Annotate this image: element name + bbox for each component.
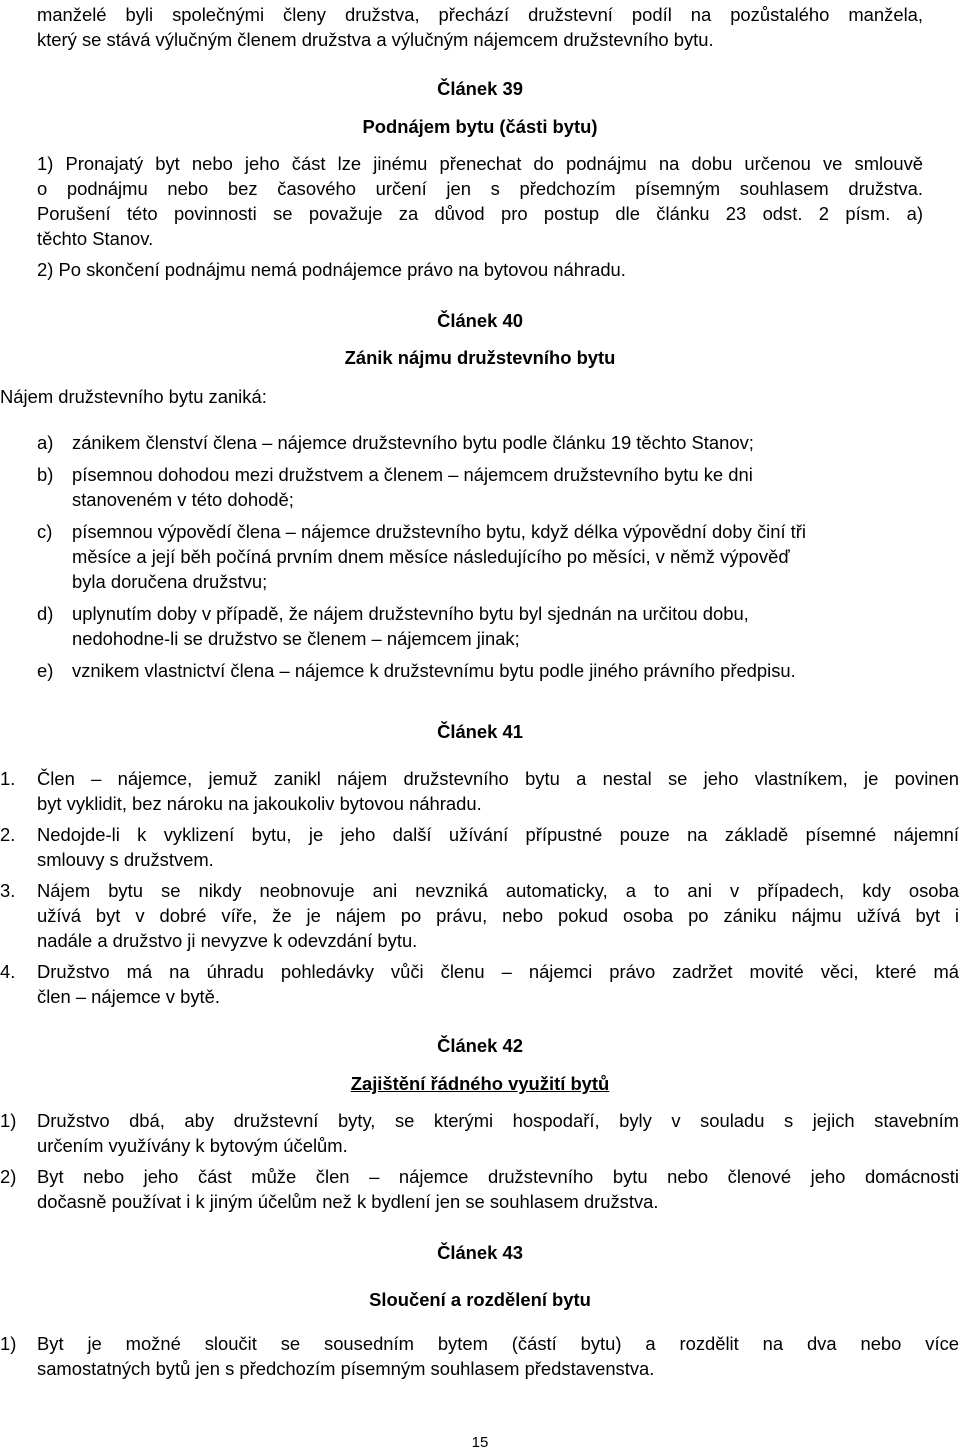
text-line: 2) Po skončení podnájmu nemá podnájemce právo na bytovou náhradu. xyxy=(37,259,626,280)
text-line: Porušení této povinnosti se považuje za důvod pro postup dle článku 23 odst. 2 písm. a) xyxy=(37,203,923,224)
list-item-text: dočasně používat i k jiným účelům než k bydlení jen se souhlasem družstva. xyxy=(37,1191,659,1212)
list-item-text: Nájem bytu se nikdy neobnovuje ani nevzniká automaticky, a to ani v případech, kdy osoba xyxy=(37,880,959,901)
list-item-text: Družstvo má na úhradu pohledávky vůči členu – nájemci právo zadržet movité věci, které má xyxy=(37,961,959,982)
list-label: 1. xyxy=(0,768,16,789)
list-label: b) xyxy=(37,464,54,485)
article-subheading: Podnájem bytu (části bytu) xyxy=(362,116,598,137)
text-line: 1) Pronajatý byt nebo jeho část lze jinému přenechat do podnájmu na dobu určenou ve smlouvě xyxy=(37,153,923,174)
list-item-text: písemnou výpovědí člena – nájemce družstevního bytu, když délka výpovědní doby činí tři xyxy=(72,521,806,542)
list-item-text: Byt nebo jeho část může člen – nájemce družstevního bytu nebo členové jeho domácnosti xyxy=(37,1166,959,1187)
list-item-text: měsíce a její běh počíná prvním dnem měsíce následujícího po měsíci, v němž výpověď xyxy=(72,546,790,567)
list-item-text: člen – nájemce v bytě. xyxy=(37,986,220,1007)
text-line: o podnájmu nebo bez časového určení jen s předchozím písemným souhlasem družstva. xyxy=(37,178,923,199)
list-item-text: byt vyklidit, bez nároku na jakoukoliv bytovou náhradu. xyxy=(37,793,482,814)
article-subheading: Zánik nájmu družstevního bytu xyxy=(344,347,616,368)
list-label: 4. xyxy=(0,961,16,982)
list-label: e) xyxy=(37,660,54,681)
list-item-text: Člen – nájemce, jemuž zanikl nájem družstevního bytu a nestal se jeho vlastníkem, je povinen xyxy=(37,768,959,789)
list-label: 3. xyxy=(0,880,16,901)
list-item-text: zánikem členství člena – nájemce družstevního bytu podle článku 19 těchto Stanov; xyxy=(72,432,754,453)
intro-text: Nájem družstevního bytu zaniká: xyxy=(0,386,267,407)
article-heading: Článek 43 xyxy=(437,1242,523,1263)
list-item-text: písemnou dohodou mezi družstvem a členem – nájemcem družstevního bytu ke dni xyxy=(72,464,753,485)
list-item-text: určením využívány k bytovým účelům. xyxy=(37,1135,348,1156)
article-subheading: Zajištění řádného využití bytů xyxy=(350,1073,610,1094)
list-item-text: byla doručena družstvu; xyxy=(72,571,268,592)
list-item-text: nedohodne-li se družstvo se členem – nájemcem jinak; xyxy=(72,628,520,649)
text-line: manželé byli společnými členy družstva, přechází družstevní podíl na pozůstalého manžela, xyxy=(37,4,923,25)
article-subheading: Sloučení a rozdělení bytu xyxy=(369,1289,591,1310)
list-item-text: smlouvy s družstvem. xyxy=(37,849,214,870)
list-label: a) xyxy=(37,432,54,453)
list-item-text: uplynutím doby v případě, že nájem družstevního bytu byl sjednán na určitou dobu, xyxy=(72,603,749,624)
list-item-text: Byt je možné sloučit se sousedním bytem (částí bytu) a rozdělit na dva nebo více xyxy=(37,1333,959,1354)
list-label: 1) xyxy=(0,1110,17,1131)
article-heading: Článek 41 xyxy=(437,721,523,742)
page-number: 15 xyxy=(471,1434,489,1451)
list-label: 1) xyxy=(0,1333,17,1354)
list-item-text: vznikem vlastnictví člena – nájemce k družstevnímu bytu podle jiného právního předpisu. xyxy=(72,660,796,681)
text-line: který se stává výlučným členem družstva a výlučným nájemcem družstevního bytu. xyxy=(37,29,714,50)
article-heading: Článek 40 xyxy=(437,310,523,331)
article-heading: Článek 42 xyxy=(437,1035,523,1056)
list-item-text: Družstvo dbá, aby družstevní byty, se kterými hospodaří, byly v souladu s jejich stavebním xyxy=(37,1110,959,1131)
list-label: d) xyxy=(37,603,54,624)
article-heading: Článek 39 xyxy=(437,78,523,99)
list-item-text: samostatných bytů jen s předchozím písemným souhlasem představenstva. xyxy=(37,1358,655,1379)
list-item-text: Nedojde-li k vyklizení bytu, je jeho další užívání přípustné pouze na základě písemné nájemní xyxy=(37,824,959,845)
list-item-text: nadále a družstvo ji nevyzve k odevzdání bytu. xyxy=(37,930,418,951)
list-label: 2) xyxy=(0,1166,17,1187)
list-label: c) xyxy=(37,521,53,542)
text-line: těchto Stanov. xyxy=(37,228,154,249)
list-label: 2. xyxy=(0,824,16,845)
list-item-text: stanoveném v této dohodě; xyxy=(72,489,294,510)
list-item-text: užívá byt v dobré víře, že je nájem po právu, nebo pokud osoba po zániku nájmu užívá byt i xyxy=(37,905,959,926)
